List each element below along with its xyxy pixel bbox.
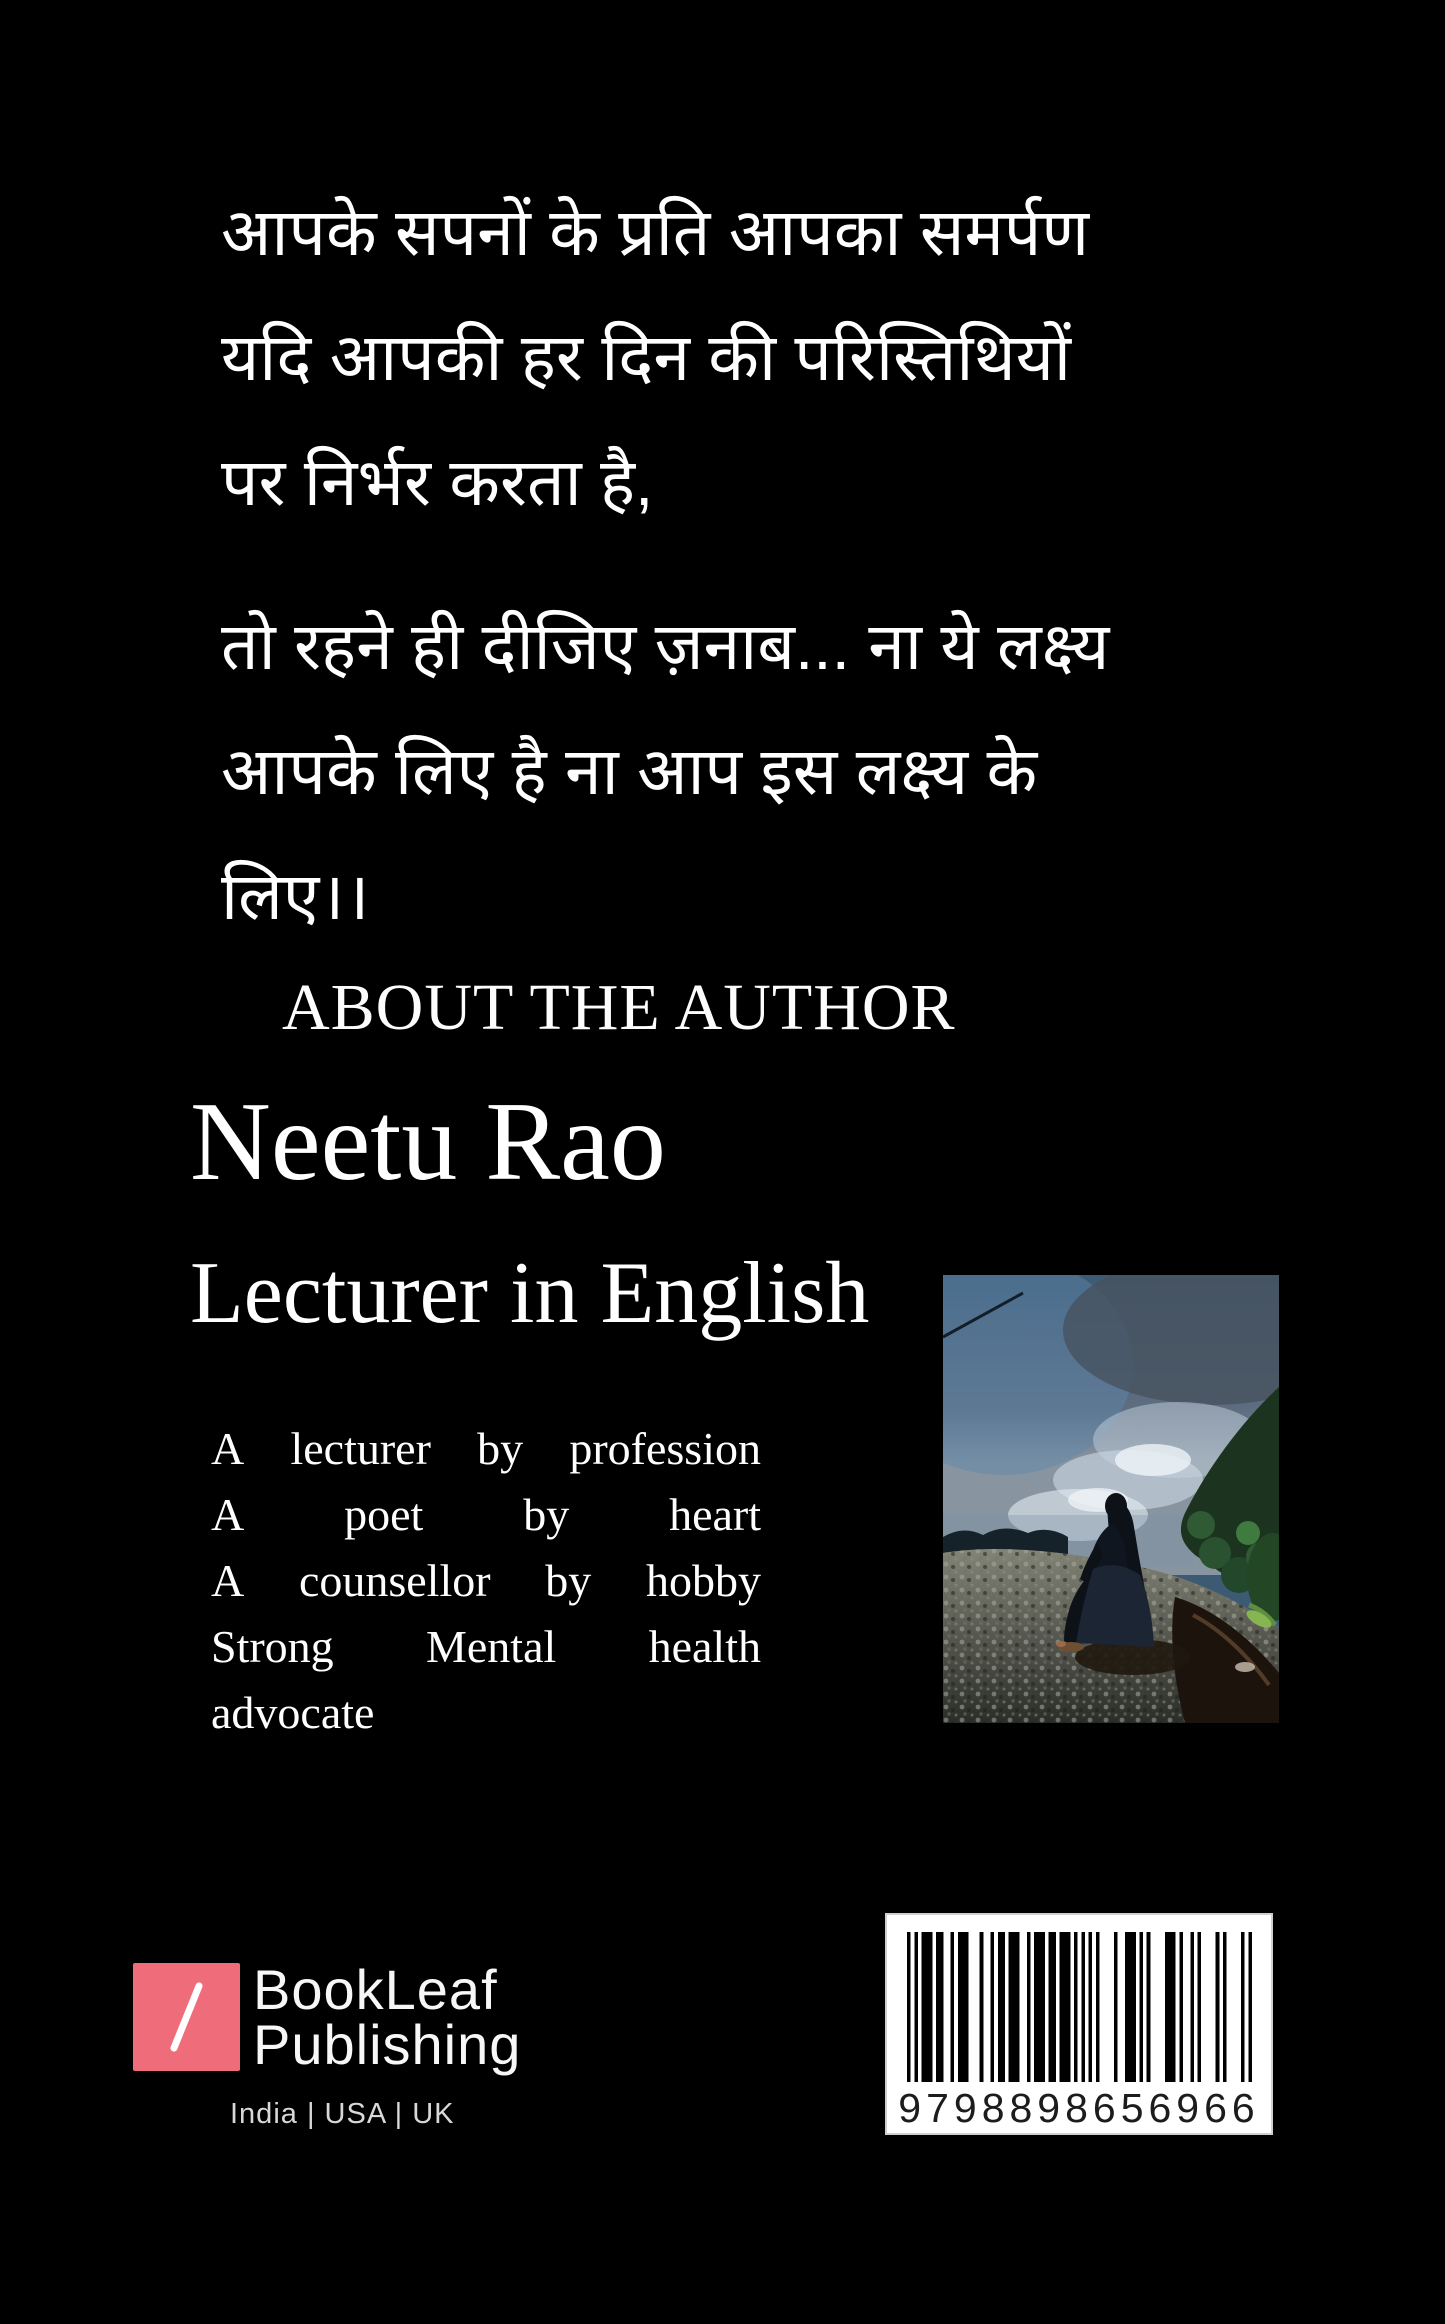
bio-word: poet bbox=[344, 1489, 424, 1540]
isbn-barcode bbox=[885, 1913, 1273, 2135]
bio-word: Mental bbox=[425, 1621, 557, 1672]
bio-word: by bbox=[545, 1555, 592, 1606]
bio-word: A bbox=[211, 1489, 245, 1540]
poem-quote-paragraph-1 bbox=[221, 170, 1089, 545]
bio-word: counsellor bbox=[298, 1555, 491, 1606]
bio-word: by bbox=[477, 1423, 524, 1474]
publisher-name bbox=[253, 1958, 522, 2076]
poem-line: यदि आपकी हर दिन की परिस्तिथियों bbox=[221, 320, 1072, 394]
poem-quote-paragraph-2 bbox=[221, 584, 1109, 959]
slash-icon bbox=[169, 1981, 203, 2052]
author-photo-illustration bbox=[943, 1275, 1279, 1723]
poem-line: आपके सपनों के प्रति आपका समर्पण bbox=[221, 195, 1090, 269]
bio-word: A bbox=[211, 1555, 245, 1606]
bio-word: A bbox=[211, 1423, 245, 1474]
bio-word: lecturer bbox=[290, 1423, 431, 1474]
isbn-number: 9798898656966 bbox=[898, 2085, 1260, 2131]
bio-word: advocate bbox=[211, 1687, 375, 1738]
author-name: Neetu Rao bbox=[190, 1080, 666, 1204]
publisher-name-line1: BookLeaf bbox=[253, 1958, 498, 2021]
author-title: Lecturer in English bbox=[190, 1245, 870, 1342]
bio-line bbox=[211, 1614, 761, 1680]
publisher-name-line2: Publishing bbox=[253, 2013, 522, 2076]
bio-word: health bbox=[648, 1621, 761, 1672]
bookleaf-logo-mark bbox=[133, 1963, 240, 2071]
bio-word: hobby bbox=[645, 1555, 761, 1606]
bio-line bbox=[211, 1548, 761, 1614]
bio-word: heart bbox=[669, 1489, 761, 1540]
publisher-regions: India | USA | UK bbox=[230, 2098, 455, 2130]
barcode-bars bbox=[907, 1932, 1252, 2082]
bio-word: by bbox=[523, 1489, 570, 1540]
poem-line: पर निर्भर करता है, bbox=[221, 445, 654, 519]
bio-line bbox=[211, 1680, 761, 1746]
author-bio bbox=[211, 1416, 761, 1746]
about-the-author-heading: ABOUT THE AUTHOR bbox=[282, 971, 956, 1044]
bio-line bbox=[211, 1482, 761, 1548]
bio-word: profession bbox=[569, 1423, 761, 1474]
poem-line: तो रहने ही दीजिए ज़नाब... ना ये लक्ष्य bbox=[221, 609, 1110, 683]
bio-word: Strong bbox=[211, 1621, 334, 1672]
poem-line: आपके लिए है ना आप इस लक्ष्य के bbox=[221, 734, 1038, 808]
poem-line: लिए।। bbox=[221, 859, 370, 933]
author-photo bbox=[943, 1275, 1279, 1723]
bio-line bbox=[211, 1416, 761, 1482]
